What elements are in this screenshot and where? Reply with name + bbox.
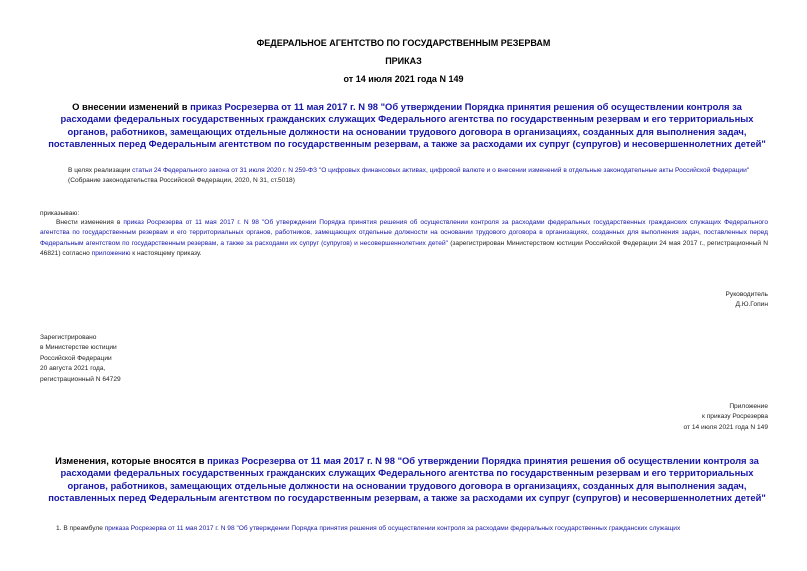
preamble-suffix: (Собрание законодательства Российской Федерации, 2020, N 31, ст.5018) bbox=[68, 177, 295, 185]
changes-title-prefix: Изменения, которые вносятся в bbox=[55, 455, 208, 466]
item-1-prefix: 1. В преамбуле bbox=[56, 525, 105, 532]
registration-line-1: Зарегистрировано bbox=[40, 334, 97, 341]
order-word: приказываю: bbox=[40, 210, 80, 217]
registration-block bbox=[40, 333, 121, 385]
registration-line-2: в Министерстве юстиции bbox=[40, 344, 117, 352]
signature-block bbox=[560, 290, 768, 311]
preamble-law-link[interactable]: статьи 24 Федерального закона от 31 июля 2020 г. N 259-ФЗ "О цифровых финансовых активах, цифровой валюте и о внесении изменений в отдельные законодательные акты Российской Федерации" bbox=[132, 167, 750, 174]
order-title bbox=[48, 101, 766, 150]
body-middle: (зарегистрирован Министерством юстиции Российской Федерации 24 мая 2017 г., регистрационный N 46821) согласно bbox=[40, 239, 768, 258]
registration-line-4: 20 августа 2021 года, bbox=[40, 365, 106, 373]
preamble-prefix: В целях реализации bbox=[68, 167, 133, 174]
appendix-line-1: Приложение bbox=[729, 403, 768, 410]
body-order-link[interactable]: приказ Росрезерва от 11 мая 2017 г. N 98 "Об утверждении Порядка принятия решения об осуществлении контроля за расходами федеральных государственных гражданских служащих Федерального агентства по государственным резервам и его территориальных органов, работников, замещающих отдельные должности на основании трудового договора в организациях, созданных для выполнения задач, поставленных перед Федеральным агентством по государственным резервам, а также за расходами их супруг (супругов) и несовершеннолетних детей" bbox=[40, 219, 768, 247]
order-title-link[interactable]: приказ Росрезерва от 11 мая 2017 г. N 98 "Об утверждении Порядка принятия решения об осуществлении контроля за расходами федеральных государственных гражданских служащих Федерального агентства по государственным резервам и его территориальных органов, работников, замещающих отдельные должности на основании трудового договора в организациях, созданных для выполнения задач, поставленных перед Федеральным агентством по государственным резервам, а также за расходами их супруг (супругов) и несовершеннолетних детей" bbox=[48, 101, 766, 149]
appendix-line-2: к приказу Росрезерва bbox=[702, 413, 768, 421]
signature-name: Д.Ю.Гопин bbox=[735, 301, 768, 309]
appendix-line-3: от 14 июля 2021 года N 149 bbox=[683, 423, 768, 431]
body-prefix: Внести изменения в bbox=[56, 219, 124, 226]
agency-name: ФЕДЕРАЛЬНОЕ АГЕНТСТВО ПО ГОСУДАРСТВЕННЫМ РЕЗЕРВАМ bbox=[256, 38, 551, 48]
doc-date-number: от 14 июля 2021 года N 149 bbox=[343, 74, 464, 84]
registration-line-3: Российской Федерации bbox=[40, 354, 112, 362]
doc-type: ПРИКАЗ bbox=[385, 56, 422, 66]
changes-title-link[interactable]: приказ Росрезерва от 11 мая 2017 г. N 98 "Об утверждении Порядка принятия решения об осуществлении контроля за расходами федеральных государственных гражданских служащих Федерального агентства по государственным резервам и его территориальных органов, работников, замещающих отдельные должности на основании трудового договора в организациях, созданных для выполнения задач, поставленных перед Федеральным агентством по государственным резервам, а также за расходами их супруг (супругов) и несовершеннолетних детей" bbox=[48, 455, 766, 503]
appendix-block bbox=[560, 402, 768, 433]
order-title-prefix: О внесении изменений в bbox=[72, 101, 191, 112]
item-1 bbox=[56, 524, 768, 534]
signature-role: Руководитель bbox=[725, 291, 768, 298]
body-appendix-link[interactable]: приложению bbox=[91, 250, 131, 258]
body-suffix: к настоящему приказу. bbox=[130, 250, 202, 258]
item-1-link[interactable]: приказа Росрезерва от 11 мая 2017 г. N 98 "Об утверждении Порядка принятия решения об осуществлении контроля за расходами федеральных государственных гражданских служащих bbox=[104, 525, 681, 532]
registration-line-5: регистрационный N 64729 bbox=[40, 375, 121, 383]
changes-title bbox=[48, 455, 766, 504]
preamble bbox=[68, 166, 768, 187]
order-body bbox=[40, 218, 768, 260]
